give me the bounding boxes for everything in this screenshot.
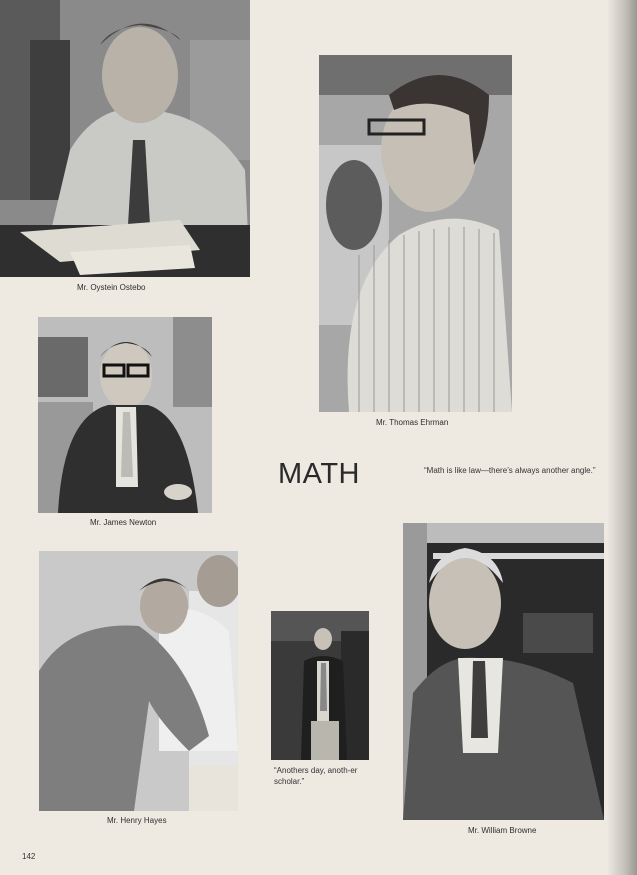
photo-newton bbox=[38, 317, 212, 513]
caption-browne: Mr. William Browne bbox=[468, 826, 537, 835]
page-binding-shadow bbox=[607, 0, 637, 875]
photo-ehrman bbox=[319, 55, 512, 412]
caption-ehrman: Mr. Thomas Ehrman bbox=[376, 418, 449, 427]
photo-browne bbox=[403, 523, 604, 820]
caption-ostebo: Mr. Oystein Ostebo bbox=[77, 283, 146, 292]
section-quote: “Math is like law—there’s always another angle.” bbox=[424, 466, 596, 475]
caption-hallway-scholar: “Anothers day, anoth-er scholar.” bbox=[274, 766, 358, 786]
caption-hayes: Mr. Henry Hayes bbox=[107, 816, 167, 825]
photo-hallway-scholar bbox=[271, 611, 369, 760]
caption-newton: Mr. James Newton bbox=[90, 518, 157, 527]
page-number: 142 bbox=[22, 852, 36, 861]
photo-ostebo bbox=[0, 0, 250, 277]
section-heading: MATH bbox=[278, 458, 361, 490]
photo-hayes bbox=[39, 551, 238, 811]
